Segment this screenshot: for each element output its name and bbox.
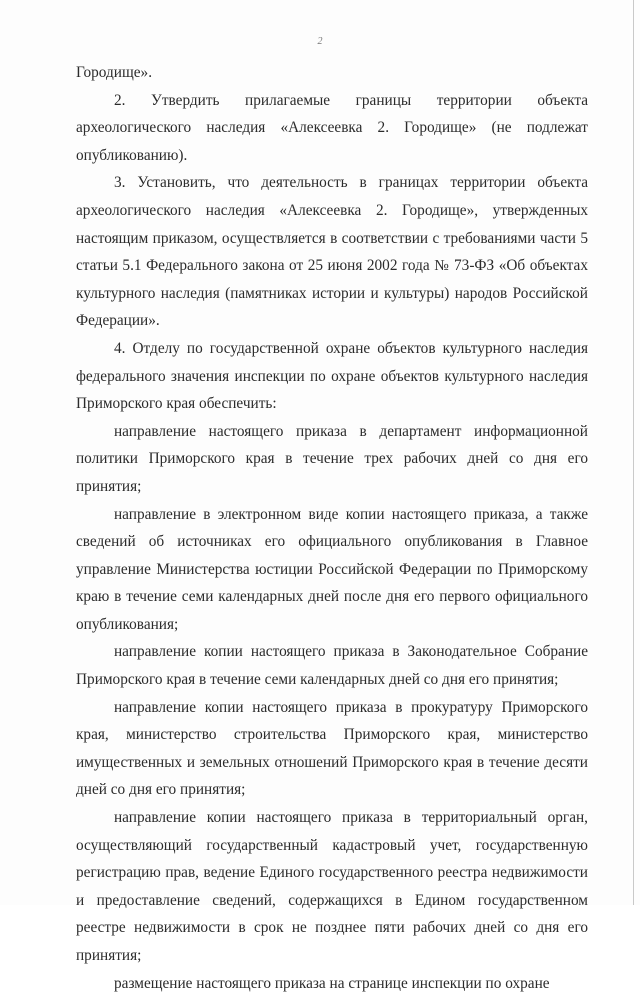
page-number: 2 [317, 36, 323, 47]
paragraph-legislative-assembly: направление копии настоящего приказа в Законодательное Собрание Приморского края в течение семи календарных дней со дня его принятия; [76, 643, 588, 689]
paragraph-item-2: 2. Утвердить прилагаемые границы территории объекта археологического наследия «Алексеевка 2. Городище» (не подлежат опубликованию). [76, 91, 588, 164]
paragraph-publication-page: размещение настоящего приказа на странице инспекции по охране [114, 974, 550, 992]
paragraph-dept-info-policy: направление настоящего приказа в департамент информационной политики Приморского края в течение трех рабочих дней со дня его принятия; [76, 422, 588, 495]
paragraph-item-3: 3. Установить, что деятельность в границах территории объекта археологического наследия «Алексеевка 2. Городище», утвержденных настоящим приказом, осуществляется в соответствии с требованиями части 5 статьи 5.1 Федерального закона от 25 июня 2002 года № 73-ФЗ «Об объектах культурного наследия (памятниках истории и культуры) народов Российской Федерации». [76, 174, 588, 330]
document-body [76, 59, 588, 997]
page-edge [633, 0, 634, 905]
paragraph-item-4: 4. Отделу по государственной охране объектов культурного наследия федерального значения инспекции по охране объектов культурного наследия Приморского края обеспечить: [76, 339, 588, 413]
paragraph-prosecutor: направление копии настоящего приказа в прокуратуру Приморского края, министерство строительства Приморского края, министерство имущественных и земельных отношений Приморского края в течение десяти дней со дня его принятия; [76, 698, 588, 799]
paragraph-cadastral-body: направление копии настоящего приказа в территориальный орган, осуществляющий государственный кадастровый учет, государственную регистрацию прав, ведение Единого государственного реестра недвижимости и предоставление сведений, содержащихся в Едином государственном реестре недвижимости в срок не позднее пяти рабочих дней со дня его принятия; [76, 809, 588, 964]
paragraph-ministry-justice: направление в электронном виде копии настоящего приказа, а также сведений об источниках его официального опубликования в Главное управление Министерства юстиции Российской Федерации по Приморскому краю в течение семи календарных дней после дня его первого официального опубликования; [76, 505, 588, 633]
paragraph-continuation: Городище». [76, 64, 153, 81]
